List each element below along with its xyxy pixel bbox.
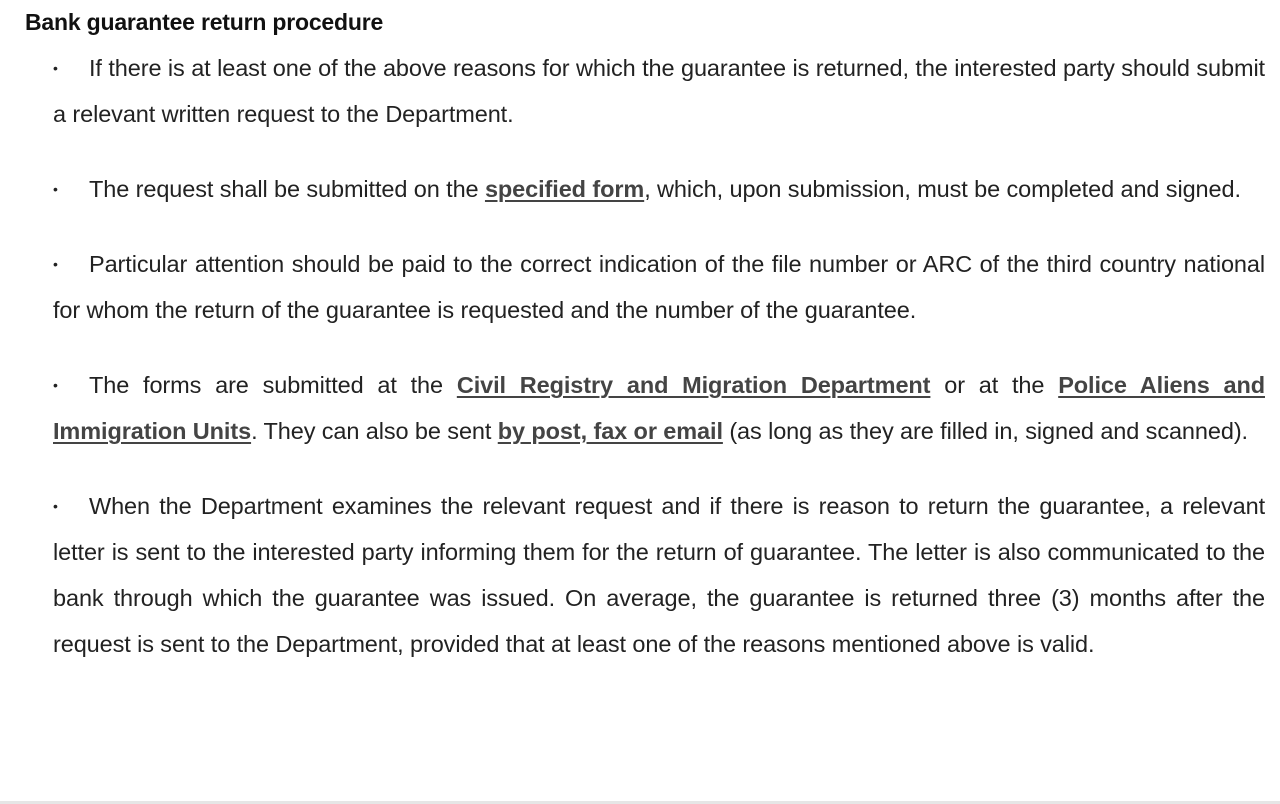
item-text: . They can also be sent <box>251 418 498 444</box>
item-text: , which, upon submission, must be completed and signed. <box>644 176 1241 202</box>
item-text: When the Department examines the relevant request and if there is reason to return the guarantee, a relevant letter is sent to the interested party informing them for the return of guarantee. The letter is also communicated to the bank through which the guarantee was issued. On average, the guarantee is returned three (3) months after the request is sent to the Department, provided that at least one of the reasons mentioned above is valid. <box>53 493 1265 657</box>
post-fax-email-link[interactable]: by post, fax or email <box>497 418 723 444</box>
list-item <box>53 483 1265 667</box>
list-item <box>53 45 1265 137</box>
bullet-icon: • <box>53 181 58 197</box>
procedure-list <box>53 45 1265 696</box>
item-text: If there is at least one of the above reasons for which the guarantee is returned, the interested party should submit a relevant written request to the Department. <box>53 55 1265 127</box>
list-item <box>53 166 1265 212</box>
bullet-icon: • <box>53 256 58 272</box>
item-text: (as long as they are filled in, signed and scanned). <box>722 418 1248 444</box>
item-text: or at the <box>930 372 1059 398</box>
bullet-icon: • <box>53 498 58 514</box>
bullet-icon: • <box>53 377 58 393</box>
civil-registry-link[interactable]: Civil Registry and Migration Department <box>456 372 931 398</box>
bullet-icon: • <box>53 60 58 76</box>
police-aliens-link[interactable]: Police Aliens and Immigration Units <box>53 372 1265 444</box>
list-item <box>53 241 1265 333</box>
section-heading: Bank guarantee return procedure <box>25 9 384 35</box>
list-item <box>53 362 1265 454</box>
specified-form-link[interactable]: specified form <box>484 176 645 202</box>
item-text: Particular attention should be paid to the correct indication of the file number or ARC of the third country national for whom the return of the guarantee is requested and the number of the guarantee. <box>53 251 1265 323</box>
item-text: The forms are submitted at the <box>89 372 457 398</box>
item-text: The request shall be submitted on the <box>89 176 485 202</box>
